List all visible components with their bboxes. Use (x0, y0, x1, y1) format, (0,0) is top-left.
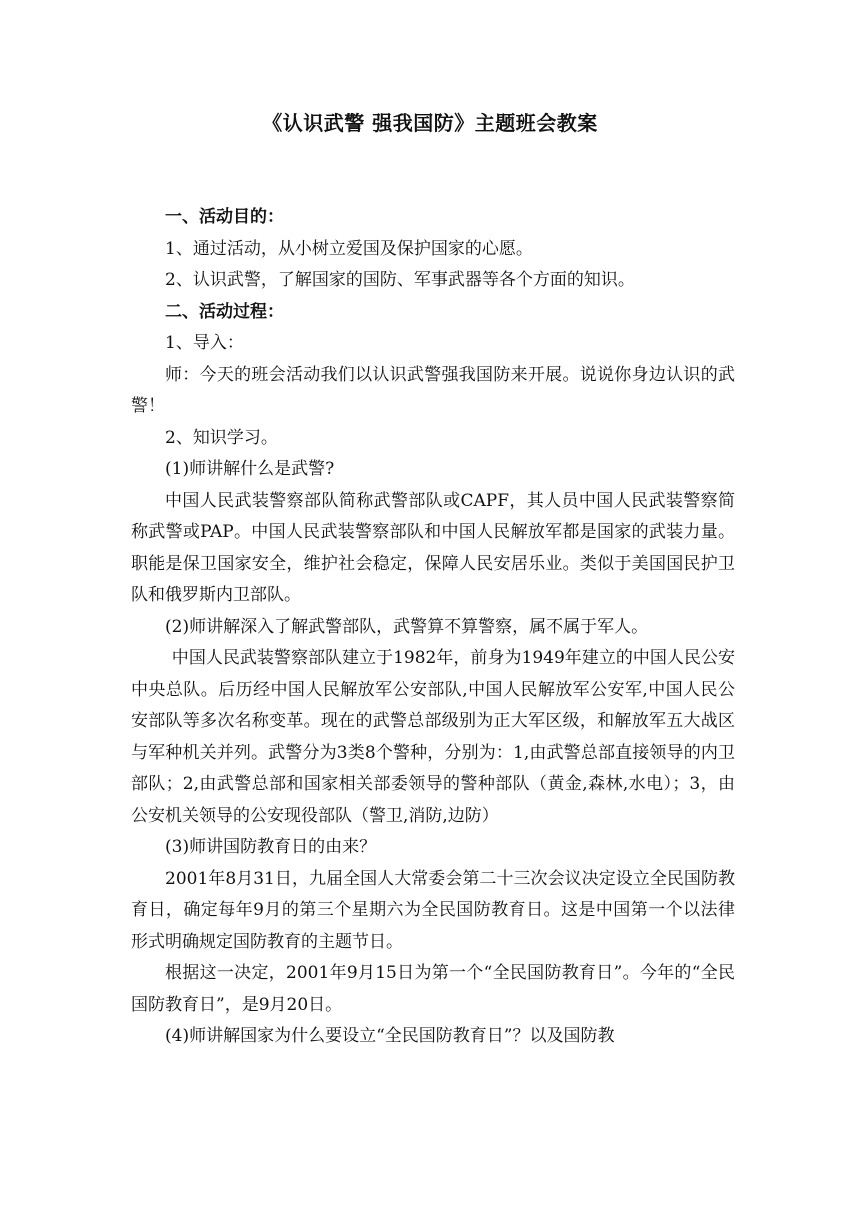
document-title: 《认识武警 强我国防》主题班会教案 (262, 111, 598, 135)
paragraph-why-defense-day: (4)师讲解国家为什么要设立“全民国防教育日”？以及国防教 (165, 1026, 615, 1046)
paragraph-first-defense-day: 根据这一决定，2001年9月15日为第一个“全民国防教育日”。今年的“全民国防教育日”，是9月20日。 (131, 963, 735, 1015)
paragraph-armed-police-definition: 中国人民武装警察部队简称武警部队或CAPF，其人员中国人民武装警察简称武警或PAP。中国人民武装警察部队和中国人民解放军都是国家的武装力量。职能是保卫国家安全，维护社会稳定，保障人民安居乐业。类似于美国国民护卫队和俄罗斯内卫部队。 (131, 490, 735, 605)
paragraph-defense-day-origin: 2001年8月31日，九届全国人大常委会第二十三次会议决定设立全民国防教育日，确定每年9月的第三个星期六为全民国防教育日。这是中国第一个以法律形式明确规定国防教育的主题节日。 (131, 868, 735, 952)
paragraph-knowledge-heading: 2、知识学习。 (165, 427, 278, 448)
paragraph-armed-police-history: 中国人民武装警察部队建立于1982年，前身为1949年建立的中国人民公安中央总队。后历经中国人民解放军公安部队,中国人民解放军公安军,中国人民公安部队等多次名称变革。现在的武警总部级别为正大军区级，和解放军五大战区与军种机关并列。武警分为3类8个警种，分别为：1,由武警总部直接领导的内卫部队；2,由武警总部和国家相关部委领导的警种部队（黄金,森林,水电）；3，由公安机关领导的公安现役部队（警卫,消防,边防） (131, 648, 735, 826)
paragraph-intro-heading: 1、导入： (165, 333, 244, 353)
document-body (131, 202, 735, 1053)
paragraph-purpose-2: 2、认识武警，了解国家的国防、军事武器等各个方面的知识。 (165, 270, 635, 290)
section-heading-process: 二、活动过程： (165, 301, 284, 322)
paragraph-defense-day-origin-heading: (3)师讲国防教育日的由来？ (165, 837, 377, 857)
section-heading-purpose: 一、活动目的： (165, 207, 284, 227)
paragraph-teacher-intro: 师：今天的班会活动我们以认识武警强我国防来开展。说说你身边认识的武警！ (131, 364, 735, 416)
paragraph-what-is-armed-police: (1)师讲解什么是武警? (165, 459, 335, 479)
paragraph-purpose-1: 1、通过活动，从小树立爱国及保护国家的心愿。 (165, 238, 533, 259)
paragraph-deeper-understanding: (2)师讲解深入了解武警部队，武警算不算警察，属不属于军人。 (165, 616, 649, 637)
